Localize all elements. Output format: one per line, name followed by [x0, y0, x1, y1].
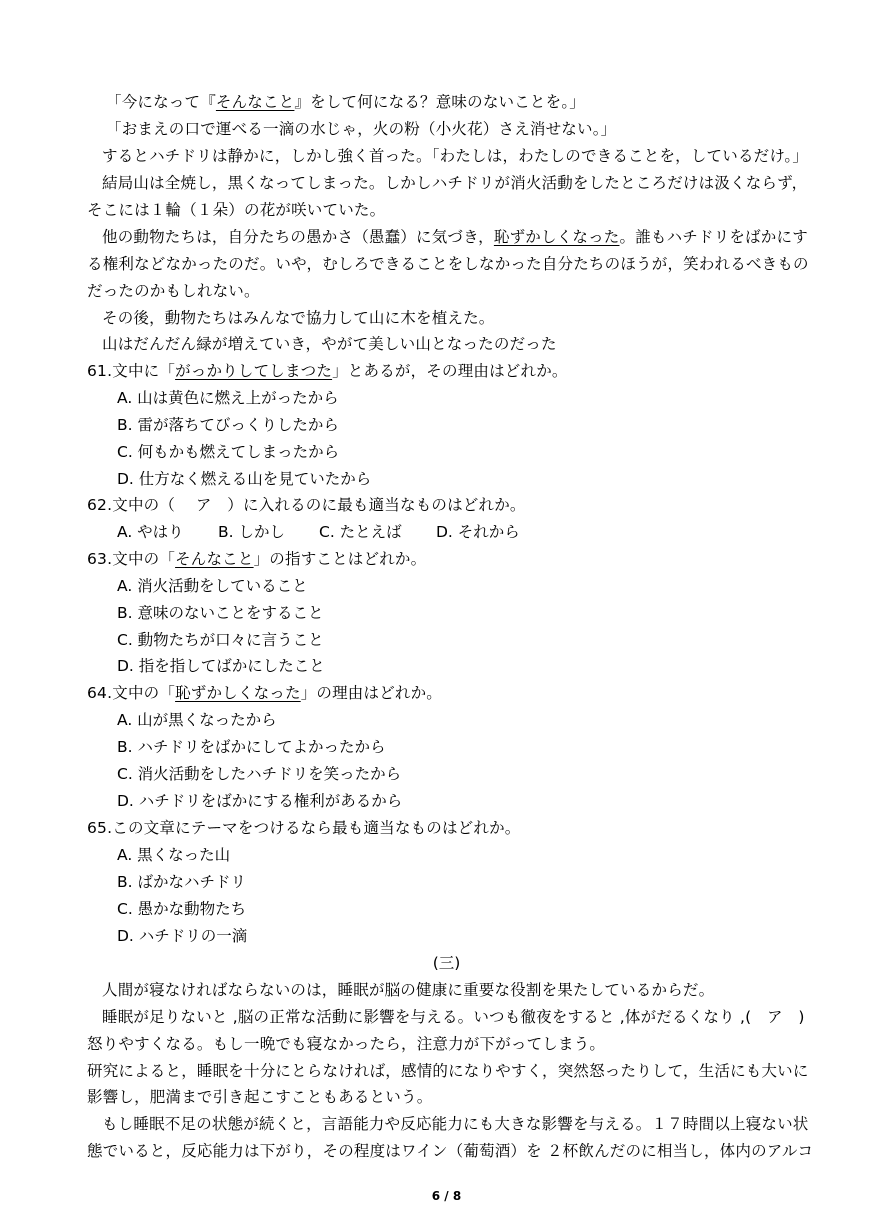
option-d: D. それから: [436, 523, 520, 541]
question-stem: 61.文中に「がっかりしてしまつた」とあるが，その理由はどれか。: [87, 362, 568, 380]
question-stem: 62.文中の（ ア ）に入れるのに最も適当なものはどれか。: [87, 496, 526, 514]
question-stem: 65.この文章にテーマをつけるなら最も適当なものはどれか。: [87, 819, 521, 837]
question-stem: 64.文中の「恥ずかしくなった」の理由はどれか。: [87, 684, 442, 702]
passage-line: 怒りやすくなる。もし一晩でも寝なかったら，注意力が下がってしまう。: [87, 1035, 606, 1053]
option-b: B. 意味のないことをすること: [117, 604, 324, 622]
passage-line: 「おまえの口で運べる一滴の水じゃ，火の粉（小火花）さえ消せない。」: [106, 120, 617, 138]
passage-line: だったのかもしれない。: [87, 282, 260, 300]
passage-line: 睡眠が足りないと ,脳の正常な活動に影響を与える。いつも徹夜をすると ,体がだるくなり ,( ア ): [102, 1008, 805, 1026]
option-d: D. ハチドリをばかにする権利があるから: [117, 792, 403, 810]
option-b: B. しかし: [218, 523, 285, 541]
passage-line: 人間が寝なければならないのは，睡眠が脳の健康に重要な役割を果たしているからだ。: [102, 981, 715, 999]
option-b: B. ばかなハチドリ: [117, 873, 246, 891]
option-a: A. 山は黄色に燃え上がったから: [117, 389, 339, 407]
passage-line: 「今になって『そんなこと』をして何になる？意味のないことを。」: [106, 93, 585, 111]
option-c: C. たとえば: [319, 523, 402, 541]
option-a: A. 山が黒くなったから: [117, 711, 277, 729]
option-c: C. 動物たちが口々に言うこと: [117, 631, 324, 649]
option-b: B. 雷が落ちてびっくりしたから: [117, 416, 339, 434]
option-d: D. ハチドリの一滴: [117, 927, 248, 945]
option-a: A. 消火活動をしていること: [117, 577, 308, 595]
passage-line: 山はだんだん緑が増えていき，やがて美しい山となったのだった: [102, 335, 557, 353]
page-number: 6 / 8: [431, 1189, 462, 1203]
passage-line: る権利などなかったのだ。いや，むしろできることをしなかった自分たちのほうが，笑われるべきもの: [87, 255, 809, 273]
passage-line: その後，動物たちはみんなで協力して山に木を植えた。: [102, 309, 495, 327]
option-c: C. 何もかも燃えてしまったから: [117, 443, 340, 461]
option-d: D. 指を指してばかにしたこと: [117, 657, 325, 675]
option-d: D. 仕方なく燃える山を見ていたから: [117, 470, 372, 488]
passage-line: するとハチドリは静かに，しかし強く首った。「わたしは，わたしのできることを，しているだけ。」: [102, 147, 809, 165]
option-c: C. 愚かな動物たち: [117, 900, 247, 918]
option-a: A. やはり: [117, 523, 184, 541]
passage-line: 結局山は全焼し，黒くなってしまった。しかしハチドリが消火活動をしたところだけは汲くならず，: [102, 174, 808, 192]
passage-line: もし睡眠不足の状態が続くと，言語能力や反応能力にも大きな影響を与える。１７時間以上寝ない状: [102, 1115, 809, 1133]
option-a: A. 黒くなった山: [117, 846, 231, 864]
passage-line: 他の動物たちは，自分たちの愚かさ（愚蠢）に気づき，恥ずかしくなった。誰もハチドリをばかにす: [102, 228, 808, 246]
passage-line: そこには１輪（１朵）の花が咲いていた。: [87, 201, 386, 219]
question-stem: 63.文中の「そんなこと」の指すことはどれか。: [87, 550, 427, 568]
section-title: (三): [432, 954, 461, 972]
passage-line: 態でいると，反応能力は下がり，その程度はワイン（葡萄酒）を ２杯飲んだのに相当し，体内のアルコ: [87, 1142, 814, 1160]
passage-line: 影響し，肥満まで引き起こすこともあるという。: [87, 1088, 433, 1106]
option-c: C. 消火活動をしたハチドリを笑ったから: [117, 765, 402, 783]
passage-line: 研究によると，睡眠を十分にとらなければ，感情的になりやすく，突然怒ったりして，生活にも大いに: [87, 1062, 809, 1080]
option-b: B. ハチドリをばかにしてよかったから: [117, 738, 386, 756]
